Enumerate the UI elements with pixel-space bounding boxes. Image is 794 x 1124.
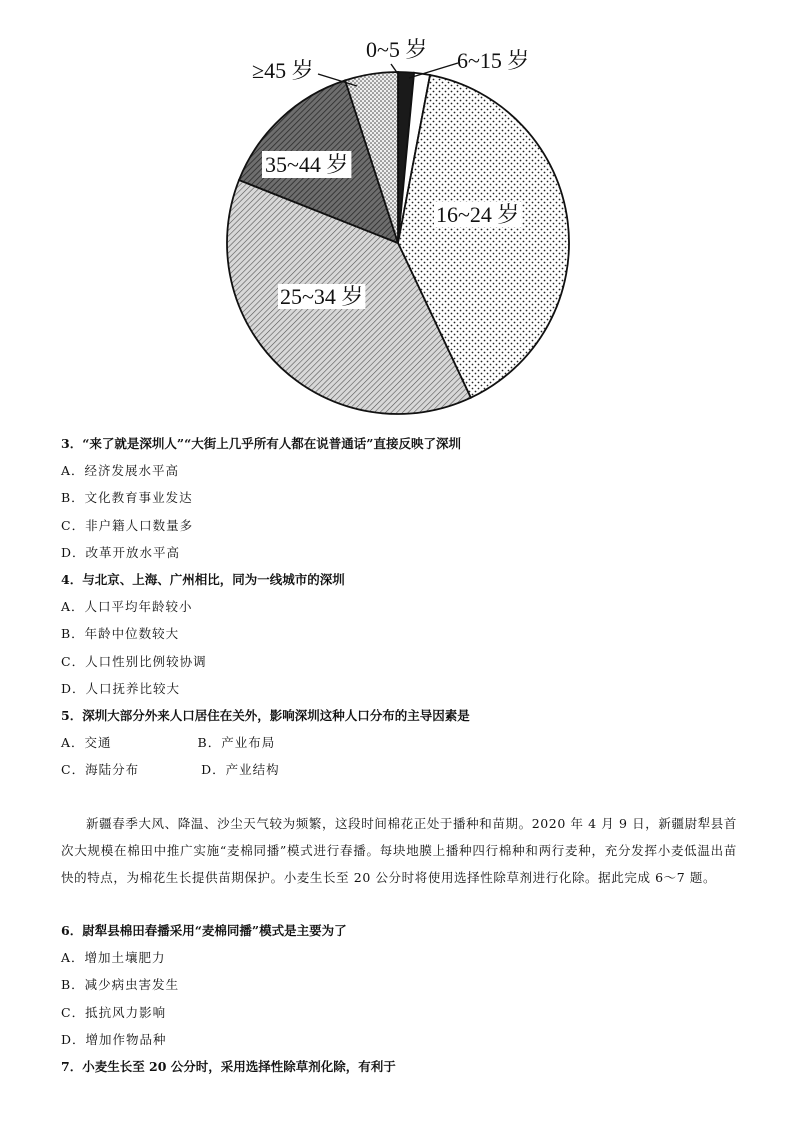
- label-slice-0-5: 0~5 岁: [366, 37, 428, 62]
- question-6-option-a: A．增加土壤肥力: [61, 950, 166, 966]
- label-slice-45-plus: ≥45 岁: [252, 58, 314, 83]
- question-5-options-row-1: [61, 729, 751, 756]
- question-4-option-b: B．年龄中位数较大: [61, 626, 180, 642]
- label-slice-35-44: 35~44 岁: [265, 152, 349, 177]
- passage-cotton-wheat: 新疆春季大风、降温、沙尘天气较为频繁，这段时间棉花正处于播种和苗期。2020 年 4 月 9 日，新疆尉犁县首次大规模在棉田中推广实施“麦棉同播”模式进行春播。每块地膜上播种四行棉种和两行麦种，充分发挥小麦低温出苗快的特点，为棉花生长提供苗期保护。小麦生长至 20 公分时将使用选择性除草剂进行化除。据此完成 6～7 题。: [61, 816, 737, 886]
- question-3-stem: 3．“来了就是深圳人”“大街上几乎所有人都在说普通话”直接反映了深圳: [61, 436, 461, 451]
- question-3-option-a: A．经济发展水平高: [61, 463, 180, 479]
- question-5-options-row-2: [61, 756, 751, 783]
- question-3-option-b: B．文化教育事业发达: [61, 490, 193, 506]
- question-4-option-c: C．人口性别比例较协调: [61, 653, 207, 669]
- question-3-option-d: D．改革开放水平高: [61, 544, 181, 560]
- pie-slices: [227, 72, 569, 414]
- question-5-option-b: B．产业布局: [197, 735, 276, 751]
- question-3-option-c: C．非户籍人口数量多: [61, 517, 194, 533]
- question-6-stem: 6．尉犁县棉田春播采用“麦棉同播”模式是主要为了: [61, 923, 347, 938]
- question-4-option-d: D．人口抚养比较大: [61, 680, 181, 696]
- question-5-option-a: A．交通: [61, 735, 112, 751]
- label-slice-16-24: 16~24 岁: [436, 202, 520, 227]
- question-4-option-a: A．人口平均年龄较小: [61, 599, 193, 615]
- question-6-option-c: C．抵抗风力影响: [61, 1004, 167, 1020]
- question-6-option-b: B．减少病虫害发生: [61, 977, 180, 993]
- label-slice-6-15: 6~15 岁: [457, 48, 530, 73]
- question-6-option-d: D．增加作物品种: [61, 1031, 167, 1047]
- questions-3-5: [61, 430, 751, 784]
- label-slice-25-34: 25~34 岁: [280, 284, 364, 309]
- question-5-option-d: D．产业结构: [201, 762, 280, 778]
- question-5-stem: 5．深圳大部分外来人口居住在关外，影响深圳这种人口分布的主导因素是: [61, 708, 470, 724]
- question-4-stem: 4．与北京、上海、广州相比，同为一线城市的深圳: [61, 572, 345, 588]
- question-7-stem: 7．小麦生长至 20 公分时，采用选择性除草剂化除，有利于: [61, 1059, 396, 1075]
- pie-chart-svg: [0, 0, 794, 420]
- questions-6-7: [61, 917, 751, 1080]
- age-structure-pie-chart: [0, 0, 794, 420]
- question-5-option-c: C．海陆分布: [61, 762, 140, 778]
